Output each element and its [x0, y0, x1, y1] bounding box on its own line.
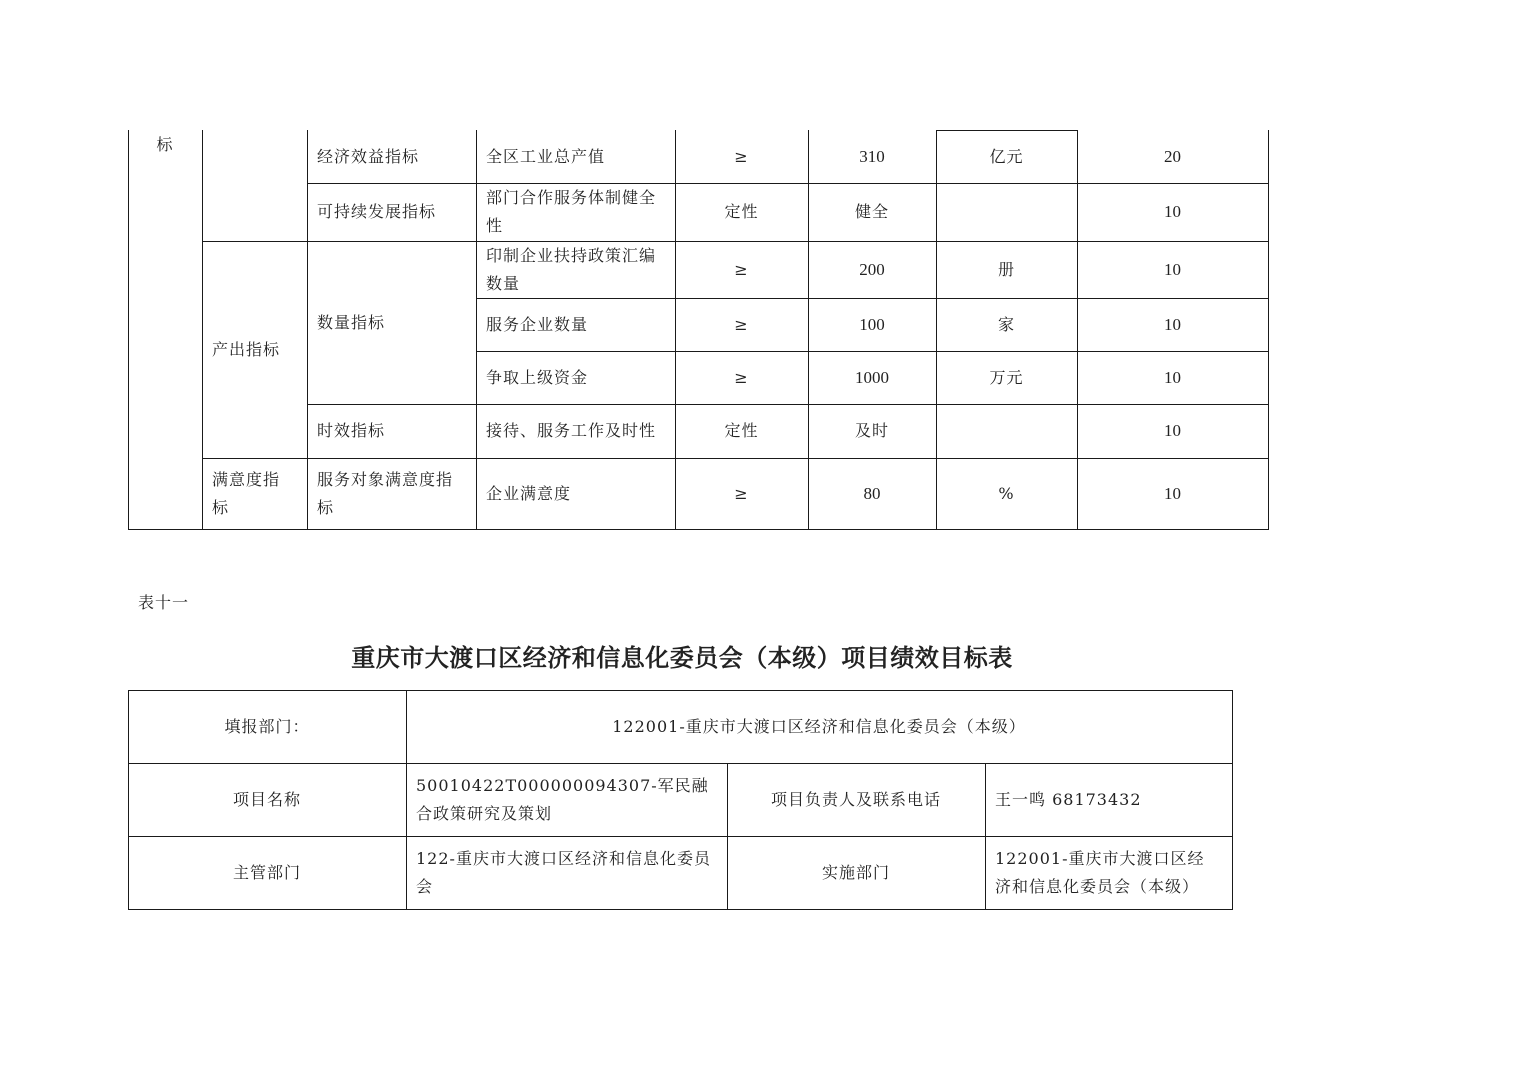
indicator-value: 200 — [859, 259, 885, 279]
impl-dept-label: 实施部门 — [821, 862, 890, 882]
indicator-name: 争取上级资金 — [486, 367, 589, 387]
indicator-operator: ≥ — [734, 314, 749, 334]
indicator-name: 部门合作服务体制健全性 — [486, 188, 657, 235]
indicator-unit: 亿元 — [989, 146, 1024, 166]
indicator-name: 印制企业扶持政策汇编数量 — [486, 245, 657, 293]
indicator-unit: 册 — [997, 259, 1015, 279]
indicator-unit — [936, 404, 1077, 458]
project-name-value: 50010422T000000094307-军民融合政策研究及策划 — [416, 775, 709, 823]
indicator-operator: ≥ — [734, 483, 749, 503]
impl-dept-value: 122001-重庆市大渡口区经济和信息化委员会（本级） — [995, 848, 1205, 896]
indicator-score: 10 — [1164, 421, 1181, 440]
indicator-name: 服务企业数量 — [486, 314, 589, 334]
indicator-value: 及时 — [854, 421, 889, 440]
indicator-value: 100 — [859, 314, 885, 334]
indicator-level2: 产出指标 — [212, 339, 281, 359]
fill-dept-value: 122001-重庆市大渡口区经济和信息化委员会（本级） — [612, 716, 1026, 736]
document-title: 重庆市大渡口区经济和信息化委员会（本级）项目绩效目标表 — [351, 644, 1013, 672]
indicator-score: 10 — [1164, 259, 1181, 279]
indicator-level3: 时效指标 — [317, 421, 386, 440]
section-label: 表十一 — [138, 593, 190, 612]
project-name-label: 项目名称 — [232, 789, 301, 809]
indicator-operator: ≥ — [734, 259, 749, 279]
indicator-level3: 可持续发展指标 — [317, 202, 437, 221]
indicator-unit: 万元 — [989, 367, 1024, 387]
manager-dept-label: 主管部门 — [232, 862, 301, 882]
indicator-score: 10 — [1164, 314, 1181, 334]
indicator-unit — [936, 183, 1077, 241]
indicator-operator: 定性 — [724, 421, 759, 440]
indicator-operator: ≥ — [734, 146, 749, 166]
indicator-level3: 服务对象满意度指标 — [317, 469, 454, 517]
indicator-score: 10 — [1164, 202, 1181, 221]
project-owner-label: 项目负责人及联系电话 — [770, 789, 941, 809]
indicator-level1-fragment: 标 — [156, 135, 174, 154]
indicator-level2: 满意度指标 — [212, 469, 281, 517]
indicator-value: 80 — [863, 483, 881, 503]
indicator-name: 全区工业总产值 — [486, 146, 606, 166]
indicator-score: 10 — [1164, 483, 1181, 503]
indicator-operator: ≥ — [734, 367, 749, 387]
indicator-value: 310 — [859, 146, 885, 166]
indicator-unit: % — [998, 483, 1015, 503]
indicator-name: 接待、服务工作及时性 — [486, 421, 657, 440]
indicator-name: 企业满意度 — [486, 483, 572, 503]
indicator-operator: 定性 — [724, 202, 759, 221]
fill-dept-label: 填报部门： — [224, 716, 310, 736]
indicator-score: 20 — [1164, 146, 1181, 166]
indicator-value: 1000 — [855, 367, 889, 387]
manager-dept-value: 122-重庆市大渡口区经济和信息化委员会 — [416, 848, 711, 896]
project-owner-value: 王一鸣 68173432 — [995, 789, 1142, 809]
indicator-value: 健全 — [854, 202, 889, 221]
indicator-unit: 家 — [997, 314, 1015, 334]
indicator-level3: 数量指标 — [317, 312, 386, 332]
indicator-score: 10 — [1164, 367, 1181, 387]
indicator-level3: 经济效益指标 — [317, 146, 420, 166]
